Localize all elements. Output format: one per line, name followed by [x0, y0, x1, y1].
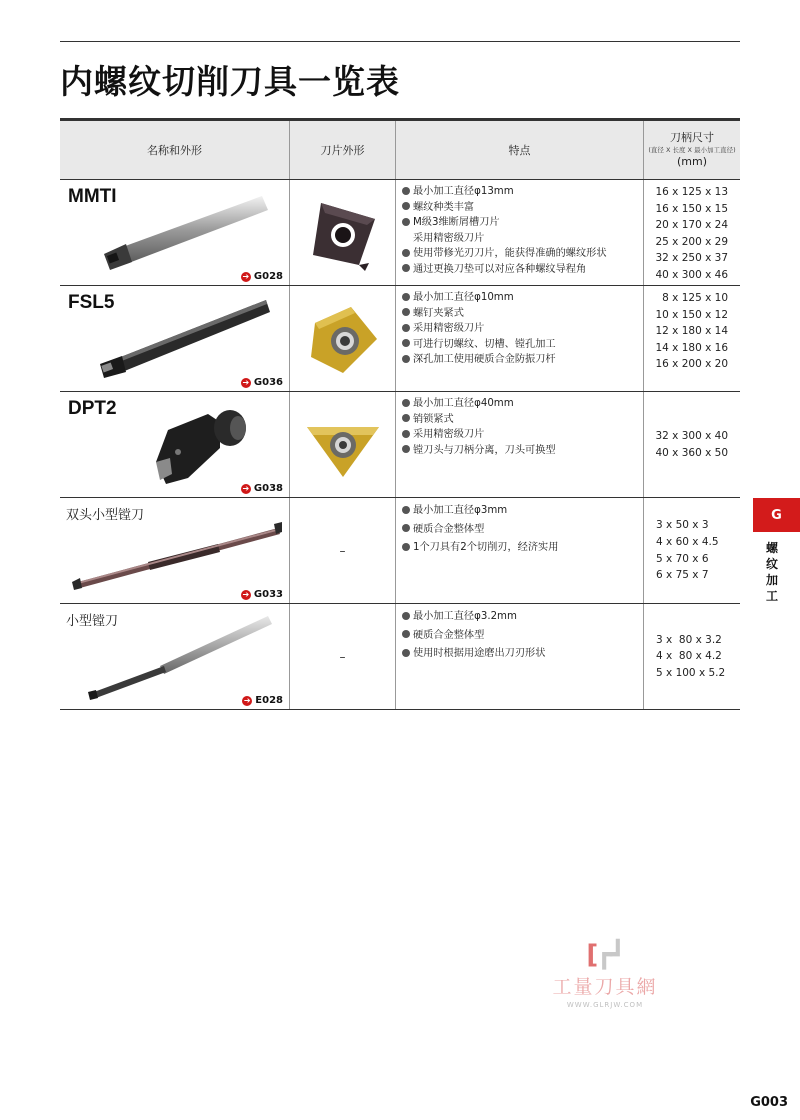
page-reference[interactable]: ➔ E028 — [243, 695, 283, 706]
name-cell — [60, 498, 290, 603]
arrow-right-icon: ➔ — [242, 271, 250, 281]
insert-cell — [290, 392, 396, 497]
bullet-icon — [402, 355, 410, 363]
arrow-right-icon: ➔ — [242, 483, 250, 493]
bullet-icon — [402, 506, 410, 514]
feature-item: 最小加工直径φ10mm — [402, 290, 643, 306]
features-cell — [396, 180, 644, 285]
watermark-logo-icon: [┏┛ — [586, 940, 624, 970]
feature-item: 最小加工直径φ3mm — [402, 502, 643, 521]
features-cell — [396, 604, 644, 709]
feature-item: 最小加工直径φ3.2mm — [402, 608, 643, 627]
header-shank — [644, 121, 740, 179]
size-item: 20 x 170 x 24 — [655, 219, 728, 232]
feature-item: 最小加工直径φ40mm — [402, 396, 643, 412]
feature-item: 螺钉夹紧式 — [402, 306, 643, 322]
bullet-icon — [402, 293, 410, 301]
size-item: 25 x 200 x 29 — [655, 235, 728, 248]
sizes-cell — [644, 286, 740, 391]
size-item: 14 x 180 x 16 — [655, 341, 728, 354]
size-item: 32 x 300 x 40 — [655, 429, 728, 442]
insert-cell — [290, 180, 396, 285]
feature-item: 使用带修光刃刀片，能获得准确的螺纹形状 — [402, 246, 643, 262]
size-list — [644, 604, 740, 709]
feature-item: 最小加工直径φ13mm — [402, 184, 643, 200]
feature-item: 使用时根据用途磨出刀刃形状 — [402, 645, 643, 664]
page-number: G003 — [750, 1095, 788, 1110]
insert-cell — [290, 604, 396, 709]
feature-list — [396, 180, 643, 277]
features-cell — [396, 286, 644, 391]
features-cell — [396, 392, 644, 497]
feature-item: 采用精密级刀片 — [402, 427, 643, 443]
tool-image-mmti — [90, 186, 270, 272]
tool-name: 双头小型镗刀 — [66, 508, 145, 523]
feature-item: 可进行切螺纹、切槽、镗孔加工 — [402, 337, 643, 353]
bullet-icon — [402, 414, 410, 422]
size-item: 8 x 125 x 10 — [658, 292, 728, 304]
sizes-cell — [644, 498, 740, 603]
page-title: 内螺纹切削刀具一览表 — [60, 62, 400, 101]
header-shank-unit: (mm) — [676, 155, 707, 168]
arrow-right-icon: ➔ — [242, 589, 250, 599]
feature-item: 通过更换刀垫可以对应各种螺纹导程角 — [402, 262, 643, 278]
table-row — [60, 180, 740, 286]
table-row — [60, 604, 740, 710]
page-reference[interactable]: ➔ G036 — [242, 377, 283, 388]
table-row — [60, 498, 740, 604]
name-cell — [60, 604, 290, 709]
name-cell — [60, 392, 290, 497]
table-row — [60, 392, 740, 498]
size-item: 16 x 150 x 15 — [655, 202, 728, 215]
size-list — [644, 180, 740, 284]
feature-item: 深孔加工使用硬质合金防振刀杆 — [402, 352, 643, 368]
watermark-name: 工量刀具網 — [552, 976, 658, 998]
insert-image-dpt2 — [301, 405, 385, 485]
feature-list — [396, 498, 643, 558]
header-name: 名称和外形 — [60, 121, 290, 179]
size-item: 40 x 360 x 50 — [655, 446, 728, 459]
bullet-icon — [402, 543, 410, 551]
bullet-icon — [402, 264, 410, 272]
size-list — [644, 498, 740, 603]
tool-name: MMTI — [68, 186, 117, 207]
size-item: 5 x 100 x 5.2 — [656, 666, 726, 679]
top-rule — [60, 41, 740, 42]
section-tab[interactable]: G — [753, 498, 800, 532]
tool-image-small-bar — [80, 610, 280, 700]
bullet-icon — [402, 249, 410, 257]
bullet-icon — [402, 630, 410, 638]
name-cell — [60, 180, 290, 285]
arrow-right-icon: ➔ — [243, 695, 251, 705]
size-item: 12 x 180 x 14 — [655, 325, 728, 338]
size-item: 6 x 75 x 7 — [656, 569, 709, 582]
feature-item: M级3维断屑槽刀片 — [402, 215, 643, 231]
insert-cell — [290, 286, 396, 391]
tool-image-dpt2 — [148, 400, 258, 490]
size-item: 3 x 80 x 3.2 — [656, 633, 722, 646]
tool-image-fsl5 — [88, 292, 278, 378]
bullet-icon — [402, 649, 410, 657]
tool-name: FSL5 — [68, 292, 115, 313]
size-item: 4 x 80 x 4.2 — [656, 650, 722, 663]
sizes-cell — [644, 604, 740, 709]
tool-image-double-end-bar — [68, 518, 283, 590]
bullet-icon — [402, 524, 410, 532]
bullet-icon — [402, 399, 410, 407]
bullet-icon — [402, 308, 410, 316]
size-item: 10 x 150 x 12 — [655, 308, 728, 321]
tool-table — [60, 118, 740, 710]
tool-name: 小型镗刀 — [66, 614, 119, 629]
bullet-icon — [402, 339, 410, 347]
table-header — [60, 118, 740, 180]
feature-list — [396, 286, 643, 368]
size-item: 40 x 300 x 46 — [655, 268, 728, 281]
no-insert-dash: – — [339, 649, 346, 664]
feature-item: 硬质合金整体型 — [402, 627, 643, 646]
page-reference[interactable]: ➔ G028 — [242, 271, 283, 282]
header-shank-title: 刀柄尺寸 — [670, 131, 714, 144]
header-shank-sub: (直径 X 长度 X 最小加工直径) — [648, 146, 736, 154]
watermark — [530, 940, 680, 1009]
insert-cell — [290, 498, 396, 603]
bullet-icon — [402, 445, 410, 453]
size-item: 32 x 250 x 37 — [655, 252, 728, 265]
feature-item: 硬质合金整体型 — [402, 521, 643, 540]
feature-item: 采用精密级刀片 — [402, 321, 643, 337]
arrow-right-icon: ➔ — [242, 377, 250, 387]
header-insert: 刀片外形 — [290, 121, 396, 179]
feature-item: 销锁紧式 — [402, 412, 643, 428]
size-item: 5 x 70 x 6 — [656, 552, 709, 565]
watermark-url: WWW.GLRJW.COM — [566, 1001, 644, 1009]
size-list — [644, 286, 740, 373]
bullet-icon — [402, 202, 410, 210]
insert-image-fsl5 — [303, 299, 383, 379]
bullet-icon — [402, 430, 410, 438]
feature-list — [396, 604, 643, 664]
feature-item: 螺纹种类丰富 — [402, 200, 643, 216]
header-features: 特点 — [396, 121, 644, 179]
bullet-icon — [402, 612, 410, 620]
features-cell — [396, 498, 644, 603]
sizes-cell — [644, 392, 740, 497]
no-insert-dash: – — [339, 543, 346, 558]
section-label: 螺纹加工 — [765, 541, 778, 603]
size-item: 3 x 50 x 3 — [656, 519, 709, 532]
bullet-icon — [402, 218, 410, 226]
size-list — [644, 392, 740, 497]
table-row — [60, 286, 740, 392]
page-reference[interactable]: ➔ G033 — [242, 589, 283, 600]
bullet-icon — [402, 324, 410, 332]
feature-item: 采用精密级刀片 — [413, 232, 485, 244]
tool-name: DPT2 — [68, 398, 117, 419]
page-reference[interactable]: ➔ G038 — [242, 483, 283, 494]
size-item: 16 x 125 x 13 — [655, 186, 728, 198]
sizes-cell — [644, 180, 740, 285]
feature-item: 1个刀具有2个切削刃，经济实用 — [402, 539, 643, 558]
insert-image-mmti — [303, 193, 383, 273]
feature-item: 镗刀头与刀柄分离，刀头可换型 — [402, 443, 643, 459]
name-cell — [60, 286, 290, 391]
size-item: 4 x 60 x 4.5 — [656, 535, 719, 548]
size-item: 16 x 200 x 20 — [655, 358, 728, 371]
feature-list — [396, 392, 643, 458]
bullet-icon — [402, 187, 410, 195]
